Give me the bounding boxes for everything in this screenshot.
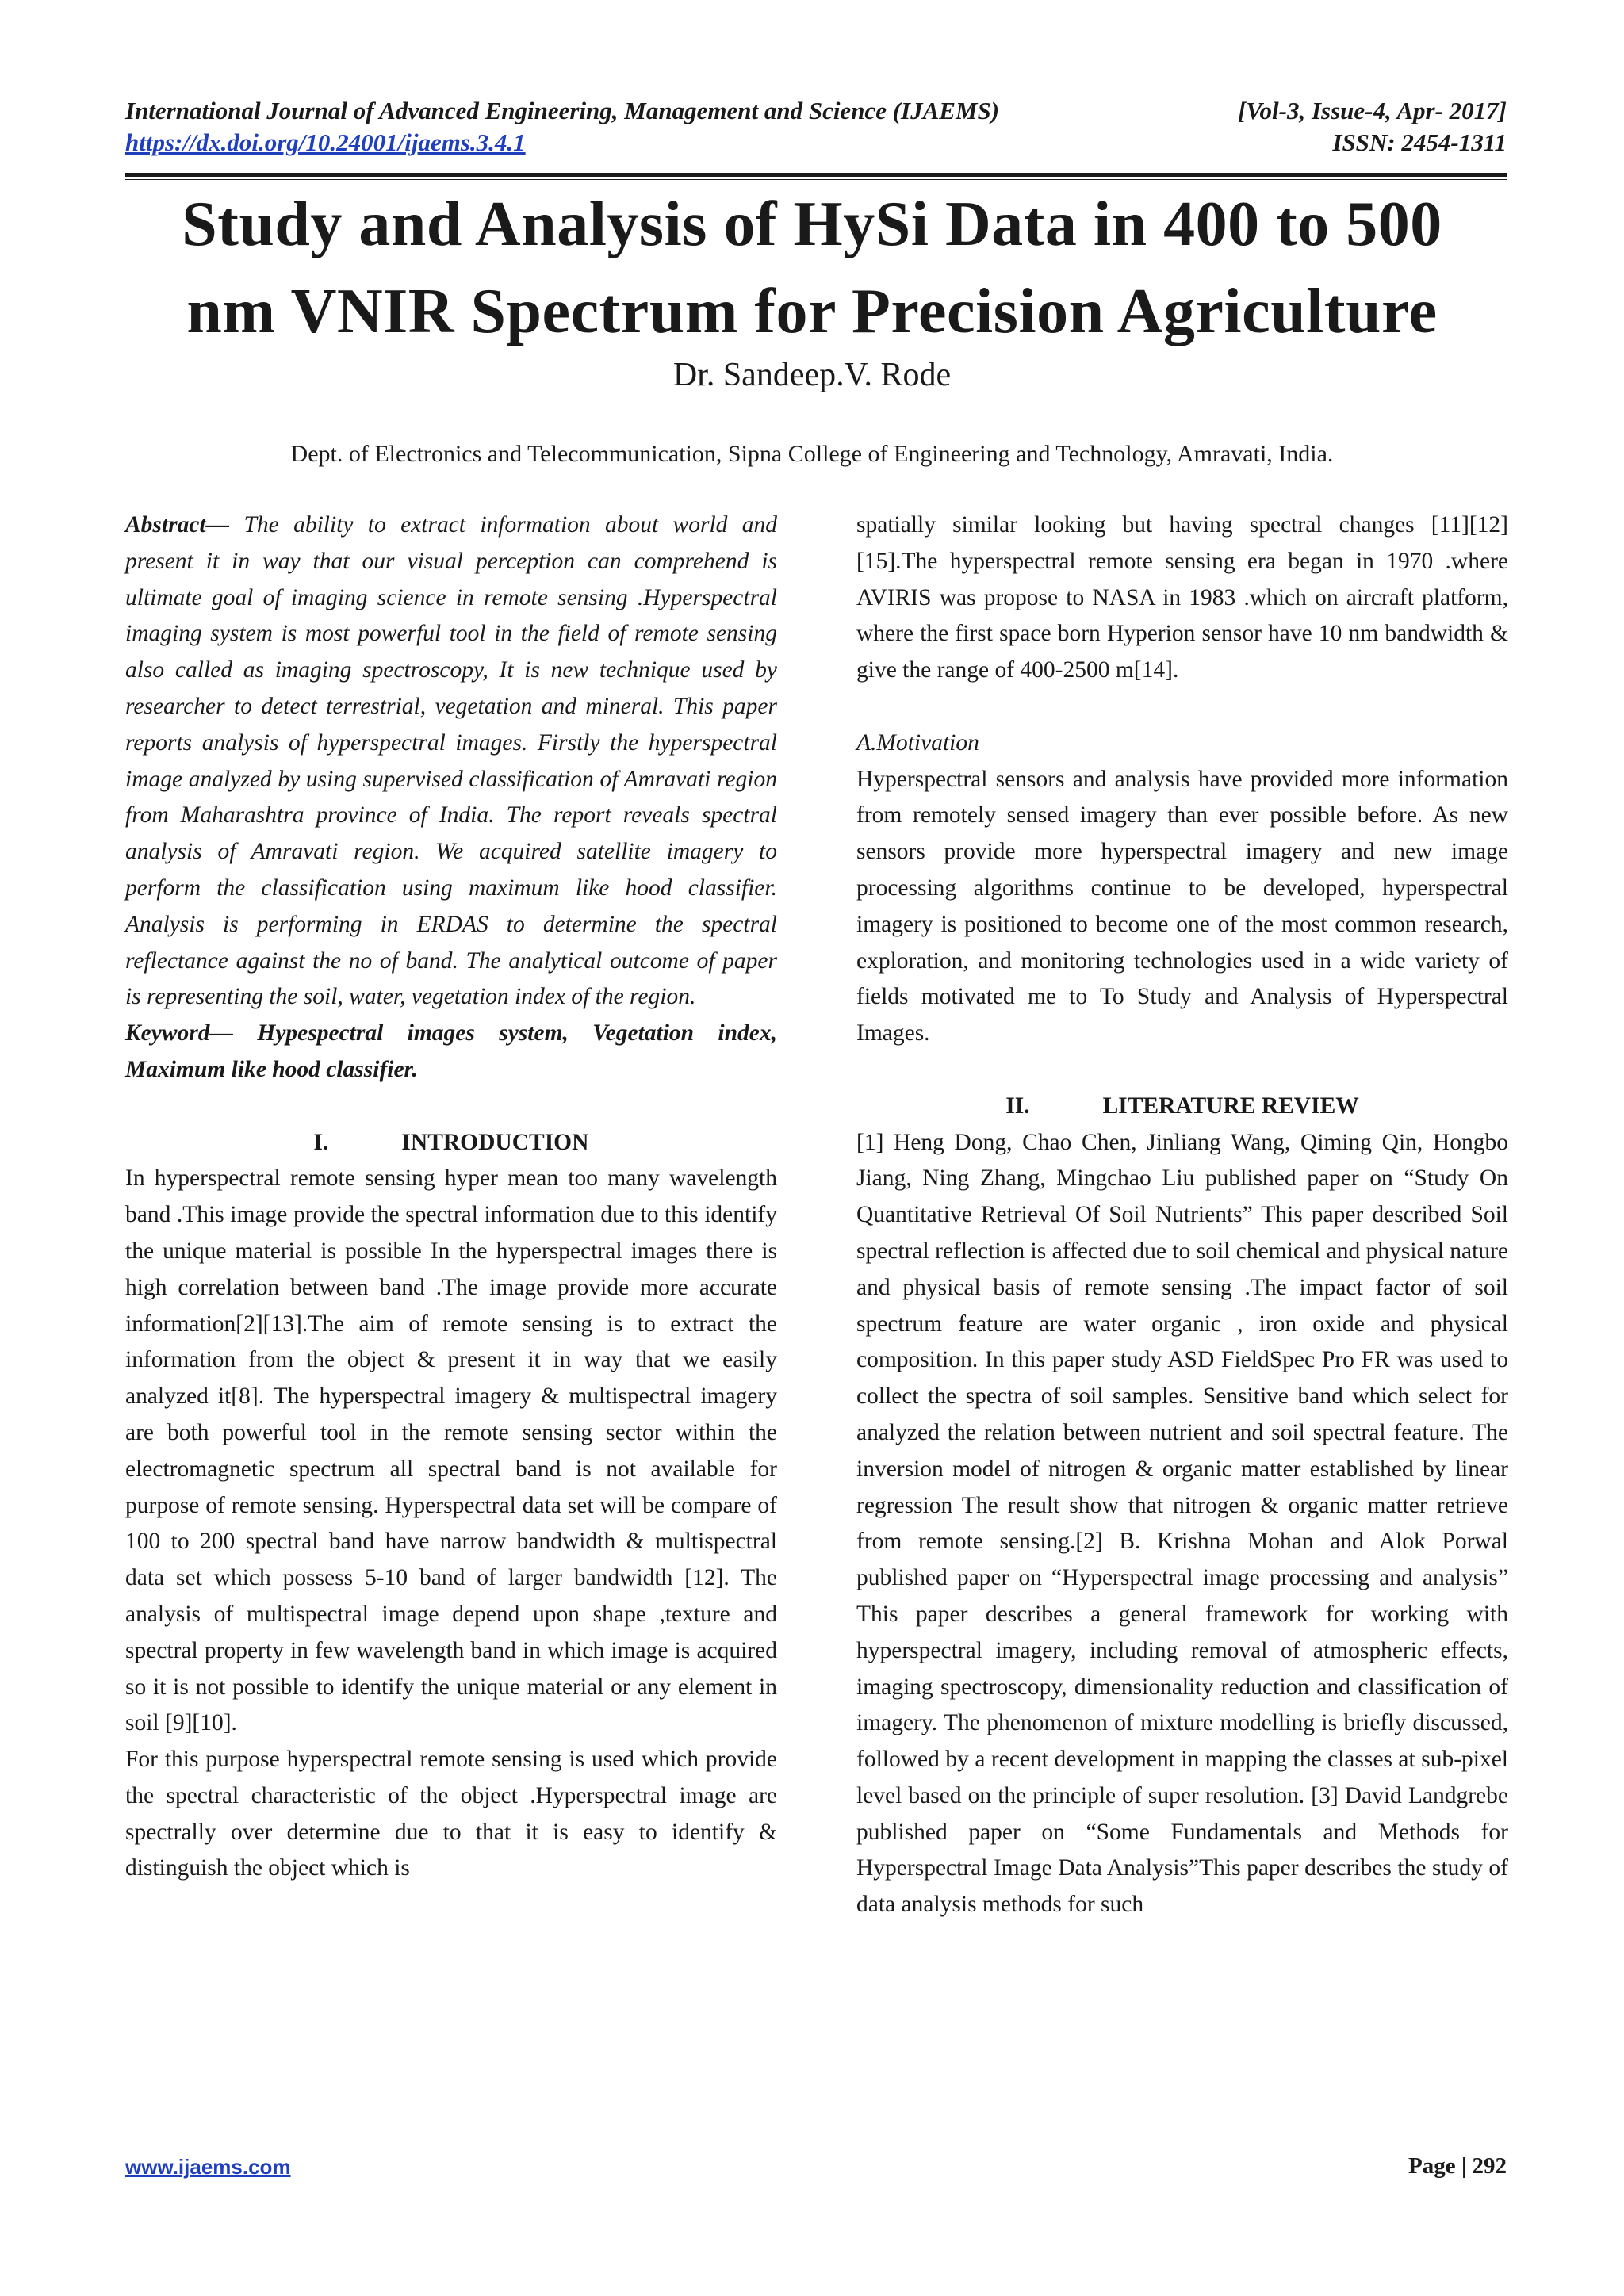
issn: ISSN: 2454-1311 [1332, 128, 1507, 156]
intro-paragraph-2: For this purpose hyperspectral remote sensing is used which provide the spectral characteristic of the object .Hyperspectral image are spectrally over determine due to that it is easy to identify & distinguish the object which is [125, 1747, 777, 1881]
right-column [856, 507, 1508, 1923]
running-header [125, 95, 1507, 159]
journal-name: International Journal of Advanced Engineering, Management and Science (IJAEMS) [125, 97, 1000, 124]
section-heading-literature [856, 1089, 1508, 1125]
volume-info: [Vol-3, Issue-4, Apr- 2017] [1237, 97, 1507, 124]
header-rule-thin [125, 179, 1507, 180]
literature-paragraph: [1] Heng Dong, Chao Chen, Jinliang Wang, Qiming Qin, Hongbo Jiang, Ning Zhang, Mingchao Liu published paper on “Study On Quantitative Retrieval Of Soil Nutrients” This paper described Soil spectral reflection is affected due to soil chemical and physical nature and physical basis of remote sensing .The impact factor of soil spectrum feature are water organic , iron oxide and physical composition. In this paper study ASD FieldSpec Pro FR was used to collect the spectra of soil samples. Sensitive band which select for analyzed the relation between nutrient and soil spectral feature. The inversion model of nitrogen & organic matter established by linear regression The result show that nitrogen & organic matter retrieve from remote sensing.[2] B. Krishna Mohan and Alok Porwal published paper on “Hyperspectral image processing and analysis” This paper describes a general framework for working with hyperspectral imagery, including removal of atmospheric effects, imaging spectroscopy, dimensionality reduction and classification of imagery. The phenomenon of mixture modelling is briefly discussed, followed by a recent development in mapping the classes at sub-pixel level based on the principle of super resolution. [3] David Landgrebe published paper on “Some Fundamentals and Methods for Hyperspectral Image Data Analysis”This paper describes the study of data analysis methods for such [856, 1129, 1508, 1918]
header-rule [125, 173, 1507, 177]
paper-title [95, 181, 1529, 355]
left-column [125, 507, 777, 1887]
section-title: INTRODUCTION [401, 1129, 589, 1155]
subsection-heading-motivation: A.Motivation [856, 729, 979, 756]
section-number: II. [1005, 1093, 1030, 1119]
abstract-text: The ability to extract information about world and present it in way that our visual perception can comprehend is ultimate goal of imaging science in remote sensing .Hyperspectral imaging system is most powerful tool in the field of remote sensing also called as imaging spectroscopy, It is new technique used by researcher to detect terrestrial, vegetation and mineral. This paper reports analysis of hyperspectral images. Firstly the hyperspectral image analyzed by using supervised classification of Amravati region from Maharashtra province of India. The report reveals spectral analysis of Amravati region. We acquired satellite imagery to perform the classification using maximum like hood classifier. Analysis is performing in ERDAS to determine the spectral reflectance against the no of band. The analytical outcome of paper is representing the soil, water, vegetation index of the region. [125, 512, 777, 1010]
footer-website-link[interactable]: www.ijaems.com [125, 2155, 291, 2179]
author-name: Dr. Sandeep.V. Rode [672, 357, 952, 393]
section-title: LITERATURE REVIEW [1102, 1093, 1359, 1119]
intro-paragraph-3: spatially similar looking but having spectral changes [11][12][15].The hyperspectral remote sensing era began in 1970 .where AVIRIS was propose to NASA in 1983 .which on aircraft platform, where the first space born Hyperion sensor have 10 nm bandwidth & give the range of 400-2500 m[14]. [856, 512, 1508, 683]
motivation-paragraph: Hyperspectral sensors and analysis have provided more information from remotely sensed imagery than ever possible before. As new sensors provide more hyperspectral imagery and new image processing algorithms continue to be developed, hyperspectral imagery is positioned to become one of the most common research, exploration, and monitoring technologies used in a wide variety of fields motivated me to To Study and Analysis of Hyperspectral Images. [856, 766, 1508, 1047]
section-number: I. [313, 1129, 329, 1155]
abstract-label: Abstract— [125, 512, 230, 538]
keywords-label: Keyword— [125, 1020, 234, 1047]
title-line-2: nm VNIR Spectrum for Precision Agriculture [186, 277, 1438, 346]
intro-paragraph-1: In hyperspectral remote sensing hyper mean too many wavelength band .This image provide the spectral information due to this identify the unique material is possible In the hyperspectral images there is high correlation between band .The image provide more accurate information[2][13].The aim of remote sensing is to extract the information from the object & present it in way that we easily analyzed it[8]. The hyperspectral imagery & multispectral imagery are both powerful tool in the remote sensing sector within the electromagnetic spectrum all spectral band is not available for purpose of remote sensing. Hyperspectral data set will be compare of 100 to 200 spectral band have narrow bandwidth & multispectral data set which possess 5-10 band of larger bandwidth [12]. The analysis of multispectral image depend upon shape ,texture and spectral property in few wavelength band in which image is acquired so it is not possible to identify the unique material or any element in soil [9][10]. [125, 1165, 777, 1736]
abstract [125, 507, 777, 1016]
keywords-text: Hypespectral images system, Vegetation index, Maximum like hood classifier. [125, 1020, 777, 1082]
section-heading-introduction [125, 1125, 777, 1161]
title-line-1: Study and Analysis of HySi Data in 400 to 500 [182, 189, 1442, 259]
affiliation: Dept. of Electronics and Telecommunication, Sipna College of Engineering and Technology, Amravati, India. [290, 441, 1334, 467]
page-number: Page | 292 [1408, 2153, 1507, 2179]
doi-link[interactable]: https://dx.doi.org/10.24001/ijaems.3.4.1 [125, 128, 526, 156]
keywords [125, 1016, 777, 1089]
